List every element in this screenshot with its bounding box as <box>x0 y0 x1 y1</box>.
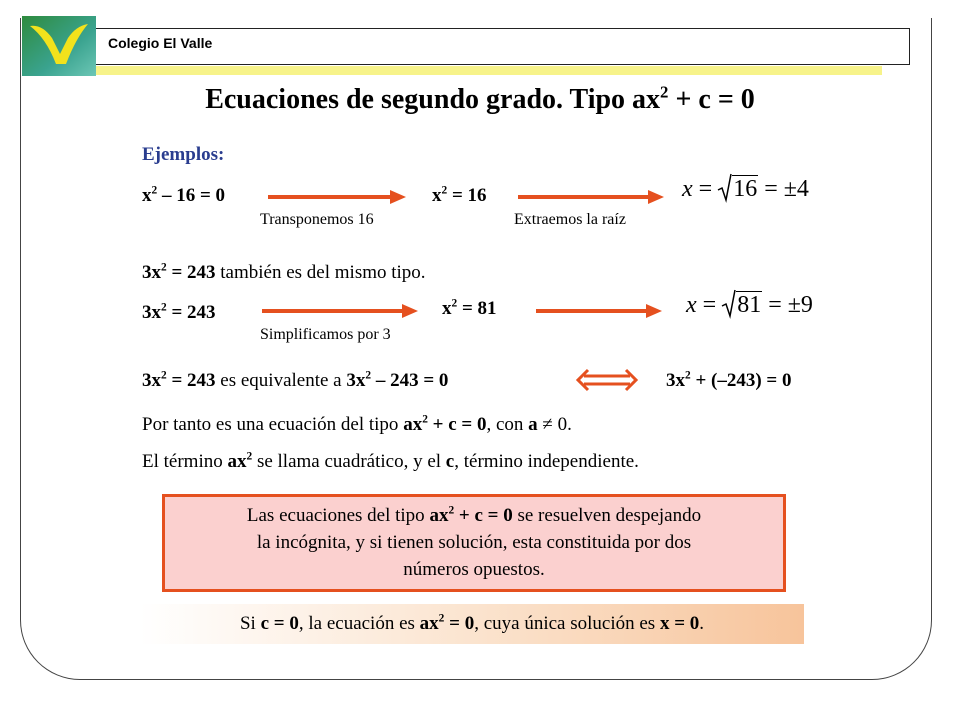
paragraph-terms: El término $ax^2$ se llama cuadrático, y el c, término independiente. <box>142 450 639 472</box>
example2-equation: $3x^2 = 243$ <box>142 301 216 323</box>
header-bar <box>96 28 910 65</box>
equivalence-line: $3x^2 = 243$ es equivalente a $3x^2 - 243 = 0$ <box>142 369 449 391</box>
paragraph-type: Por tanto es una ecuación del tipo $ax^2 + c = 0$, con a ≠ 0. <box>142 413 572 435</box>
rule-box <box>162 494 786 592</box>
step-label-root: Extraemos la raíz <box>514 211 626 228</box>
arrow-icon <box>536 300 666 322</box>
equivalence-sum-form: $3x^2 + (-243) = 0$ <box>666 369 792 391</box>
example2-result: x = 81 = ±9 <box>686 288 826 328</box>
school-name: Colegio El Valle <box>108 35 213 51</box>
arrow-icon <box>518 186 668 208</box>
arrow-icon <box>268 186 408 208</box>
arrow-icon <box>262 300 422 322</box>
step-label-simplify: Simplificamos por 3 <box>260 326 391 343</box>
example1-equation: $x^2 - 16 = 0$ <box>142 184 226 206</box>
double-arrow-icon <box>576 368 638 392</box>
example1-intermediate: $x^2 = 16$ <box>432 184 487 206</box>
rule-line-2: la incógnita, y si tienen solución, esta constituida por dos <box>256 531 692 553</box>
school-logo-icon <box>22 16 96 76</box>
page-title: Ecuaciones de segundo grado. Tipo $ax^2 + c = 0$ <box>205 82 755 115</box>
rule-line-3: números opuestos. <box>403 558 545 580</box>
radical-icon <box>718 172 732 202</box>
radical-icon <box>722 288 736 318</box>
header-yellow-bar <box>96 66 882 75</box>
step-label-transpose: Transponemos 16 <box>260 211 374 228</box>
example1-result: x = 16 = ±4 <box>682 172 822 212</box>
rule-line-1: Las ecuaciones del tipo $ax^2 + c = 0$ se resuelven despejando <box>246 504 702 526</box>
special-case-box: Si c = 0, la ecuación es $ax^2 = 0$, cuya única solución es x = 0. <box>140 604 804 644</box>
example2-intermediate: $x^2 = 81$ <box>442 297 497 319</box>
same-type-line: $3x^2 = 243$ también es del mismo tipo. <box>142 261 426 283</box>
section-label: Ejemplos: <box>142 144 225 165</box>
